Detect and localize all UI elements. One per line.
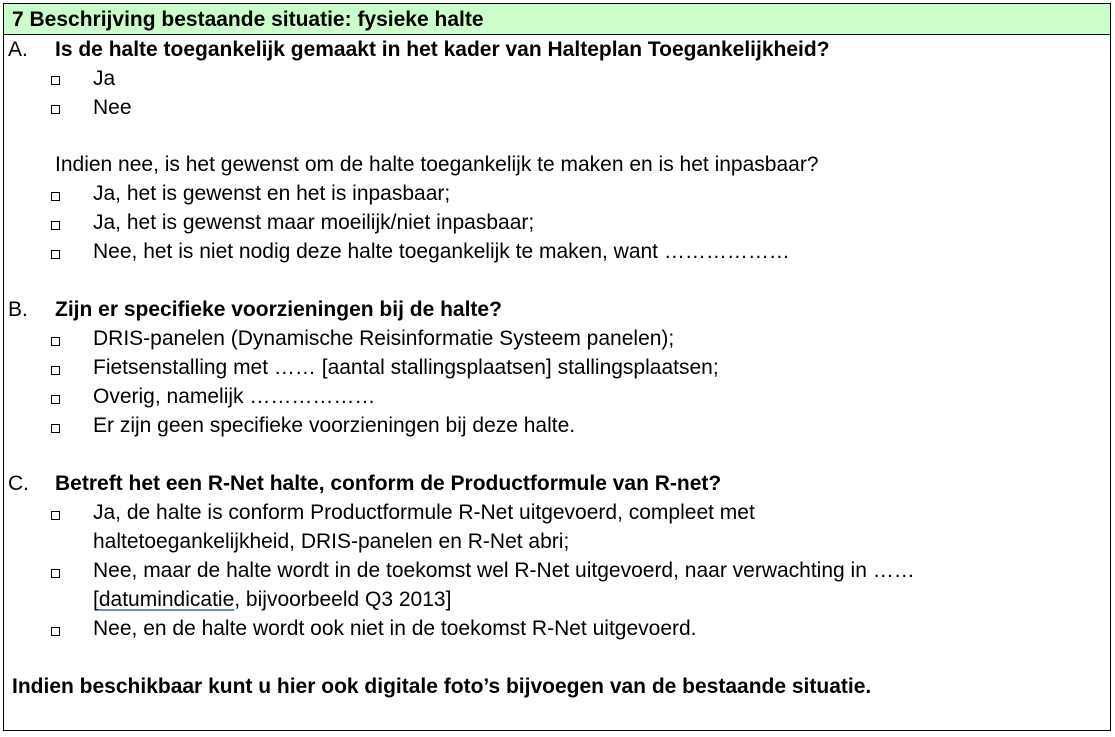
datumindicatie-field[interactable]: datumindicatie (98, 588, 235, 611)
question-c-letter: C. (8, 472, 29, 495)
checkbox-a-followup-2[interactable] (51, 221, 60, 230)
option-a-followup-3-label: Nee, het is niet nodig deze halte toegankelijk te maken, want ……………… (93, 240, 790, 263)
checkbox-a-nee[interactable] (51, 105, 60, 114)
section-header (4, 4, 1110, 35)
checkbox-a-ja[interactable] (51, 76, 60, 85)
option-a-nee-label: Nee (93, 96, 132, 119)
option-a-followup-2-label: Ja, het is gewenst maar moeilijk/niet inpasbaar; (93, 211, 535, 234)
option-a-followup-1-label: Ja, het is gewenst en het is inpasbaar; (93, 182, 451, 205)
option-b-4-label: Er zijn geen specifieke voorzieningen bij deze halte. (93, 414, 576, 437)
checkbox-a-followup-3[interactable] (51, 250, 60, 259)
option-c-2-suffix: , bijvoorbeeld Q3 2013] (234, 588, 452, 611)
option-c-1-label-line1: Ja, de halte is conform Productformule R-Net uitgevoerd, compleet met (93, 501, 755, 524)
checkbox-a-followup-1[interactable] (51, 192, 60, 201)
question-a-followup: Indien nee, is het gewenst om de halte toegankelijk te maken en is het inpasbaar? (55, 153, 819, 176)
option-c-3-label: Nee, en de halte wordt ook niet in de toekomst R-Net uitgevoerd. (93, 617, 697, 640)
question-c-text: Betreft het een R-Net halte, conform de Productformule van R-net? (55, 472, 722, 495)
option-b-2-label: Fietsenstalling met …… [aantal stallingsplaatsen] stallingsplaatsen; (93, 356, 719, 379)
option-a-ja-label: Ja (93, 67, 116, 90)
question-a-letter: A. (8, 38, 28, 61)
footer-note: Indien beschikbaar kunt u hier ook digitale foto’s bijvoegen van de bestaande situatie. (12, 675, 872, 698)
checkbox-c-1[interactable] (51, 511, 60, 520)
option-c-2-label-line2 (93, 588, 451, 612)
option-b-3-label: Overig, namelijk ……………… (93, 385, 376, 408)
checkbox-b-2[interactable] (51, 366, 60, 375)
checkbox-c-3[interactable] (51, 627, 60, 636)
option-c-2-label-line1: Nee, maar de halte wordt in de toekomst wel R-Net uitgevoerd, naar verwachting in …… (93, 559, 915, 582)
question-a-text: Is de halte toegankelijk gemaakt in het kader van Halteplan Toegankelijkheid? (55, 38, 830, 61)
question-b-text: Zijn er specifieke voorzieningen bij de halte? (55, 298, 502, 321)
section-title: 7 Beschrijving bestaande situatie: fysieke halte (12, 8, 484, 31)
checkbox-b-1[interactable] (51, 337, 60, 346)
option-c-2-prefix: [ (93, 588, 99, 611)
question-b-letter: B. (8, 298, 28, 321)
checkbox-b-4[interactable] (51, 424, 60, 433)
option-c-1-label-line2: haltetoegankelijkheid, DRIS-panelen en R-Net abri; (93, 530, 570, 553)
checkbox-b-3[interactable] (51, 395, 60, 404)
checkbox-c-2[interactable] (51, 569, 60, 578)
option-b-1-label: DRIS-panelen (Dynamische Reisinformatie Systeem panelen); (93, 327, 675, 350)
